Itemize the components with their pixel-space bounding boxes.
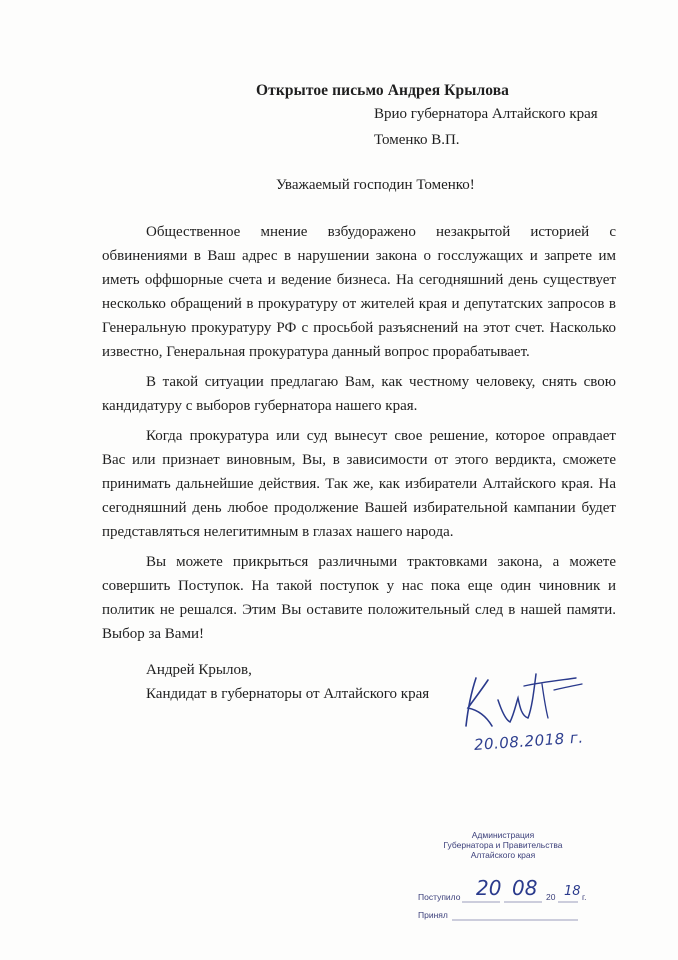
greeting: Уважаемый господин Томенко! — [276, 177, 475, 193]
stamp-org-line: Алтайского края — [470, 850, 536, 860]
addressee-name: Томенко В.П. — [374, 132, 460, 148]
paragraph: В такой ситуации предлагаю Вам, как честному человеку, снять свою кандидатуру с выборов губернатора нашего края. — [102, 374, 616, 414]
letter-body — [102, 220, 616, 652]
letter-title: Открытое письмо Андрея Крылова — [256, 82, 510, 99]
stamp-org-line: Администрация — [471, 830, 535, 840]
addressee-position: Врио губернатора Алтайского края — [374, 106, 598, 122]
paragraph: Вы можете прикрыться различными трактовками закона, а можете совершить Поступок. На такой поступок у нас пока еще один чиновник и политик не решался. Этим Вы оставите положительный след в нашей памяти. Выбор за Вами! — [102, 554, 616, 642]
closing-name: Андрей Крылов, — [146, 662, 252, 678]
stamp-received-month: 08 — [512, 876, 538, 900]
stamp-year-suffix: г. — [582, 892, 587, 902]
stamp-accepted-label: Принял — [418, 910, 448, 920]
stamp-received-label: Поступило — [418, 892, 461, 902]
closing-block — [146, 658, 429, 706]
paragraph: Общественное мнение взбудоражено незакрытой историей с обвинениями в Ваш адрес в нарушении закона о госслужащих и запрете им иметь оффшорные счета и ведение бизнеса. На сегодняшний день существует несколько обращений в прокуратуру от жителей края и депутатских запросов в Генеральную прокуратуру РФ с просьбой разъяснений на этот счет. Насколько известно, Генеральная прокуратура данный вопрос прорабатывает. — [102, 224, 616, 360]
paragraph: Когда прокуратура или суд вынесут свое решение, которое оправдает Вас или признает виновным, Вы, в зависимости от этого вердикта, сможете принимать дальнейшие действия. Так же, как избиратели Алтайского края. На сегодняшний день любое продолжение Вашей избирательной кампании будет представляться нелегитимным в глазах нашего народа. — [102, 428, 616, 540]
stamp-received-day: 20 — [476, 876, 502, 900]
receipt-stamp — [400, 830, 600, 930]
stamp-year-prefix: 20 — [546, 892, 556, 902]
handwritten-date: 20.08.2018 г. — [473, 728, 585, 754]
stamp-org-line: Губернатора и Правительства — [443, 840, 563, 850]
signature — [458, 660, 608, 740]
closing-title: Кандидат в губернаторы от Алтайского края — [146, 686, 430, 702]
stamp-received-year: 18 — [564, 884, 581, 899]
